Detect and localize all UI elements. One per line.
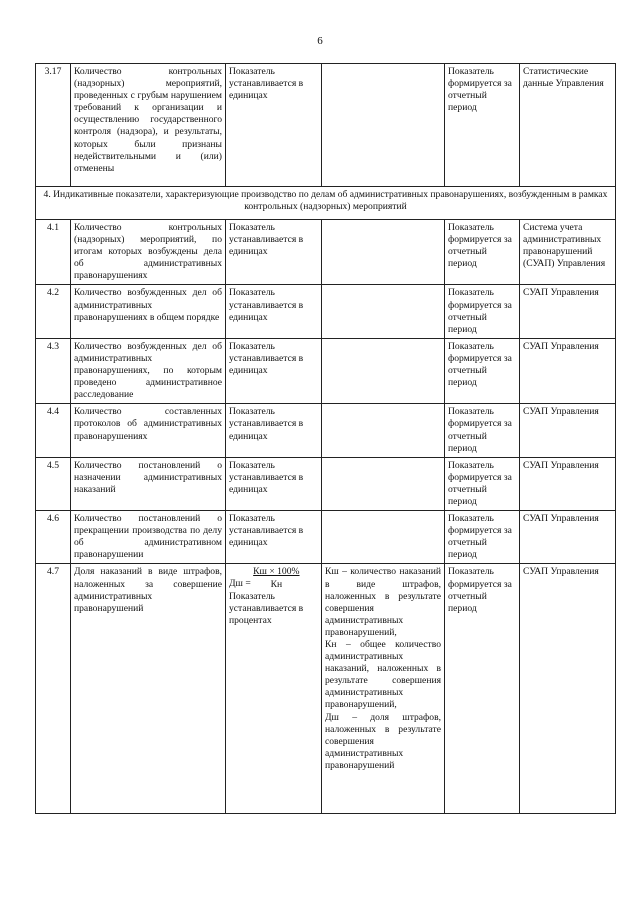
indicator-comment	[322, 338, 445, 403]
indicator-period: Показатель формируется за отчетный период	[445, 511, 520, 564]
indicator-formula: Показатель устанавливается в единицах	[226, 457, 322, 510]
table-row	[36, 404, 616, 457]
table-row	[36, 285, 616, 338]
row-number: 4.3	[36, 338, 71, 403]
comment-line: Кш – количество наказаний в виде штрафов, наложенных в результате совершения административных правонарушений,	[325, 566, 441, 638]
indicator-formula: Показатель устанавливается в единицах	[226, 404, 322, 457]
indicator-name: Количество контрольных (надзорных) мероприятий, по итогам которых возбуждены дела об административных правонарушениях	[71, 220, 226, 285]
indicator-period: Показатель формируется за отчетный период	[445, 220, 520, 285]
indicator-name: Количество постановлений о прекращении производства по делу об административном правонарушении	[71, 511, 226, 564]
table-row	[36, 511, 616, 564]
indicator-formula: Показатель устанавливается в единицах	[226, 511, 322, 564]
indicator-comment	[322, 404, 445, 457]
row-number: 4.1	[36, 220, 71, 285]
indicator-name: Количество контрольных (надзорных) мероприятий, проведенных с грубым нарушением требований к организации и осуществлению государственного контроля (надзора), и результаты, которых были признаны недействительными и (или) отменены	[71, 64, 226, 187]
table-row	[36, 220, 616, 285]
indicator-formula	[226, 564, 322, 814]
formula-fraction	[253, 566, 299, 590]
page-number: 6	[317, 35, 323, 47]
formula-note: Показатель устанавливается в процентах	[229, 590, 304, 626]
indicator-period: Показатель формируется за отчетный период	[445, 285, 520, 338]
indicator-period: Показатель формируется за отчетный период	[445, 564, 520, 814]
comment-line: Кн – общее количество административных наказаний, наложенных в результате совершения административных правонарушений,	[325, 639, 441, 711]
indicator-formula: Показатель устанавливается в единицах	[226, 64, 322, 187]
indicator-period: Показатель формируется за отчетный период	[445, 64, 520, 187]
indicator-name: Количество возбужденных дел об административных правонарушениях в общем порядке	[71, 285, 226, 338]
table-row	[36, 564, 616, 814]
comment-line: Дш – доля штрафов, наложенных в результате совершения административных правонарушений	[325, 711, 441, 771]
indicator-comment	[322, 564, 445, 814]
indicator-source: СУАП Управления	[520, 404, 616, 457]
row-number: 4.5	[36, 457, 71, 510]
formula-numerator: Кш × 100%	[253, 566, 300, 578]
row-number: 4.7	[36, 564, 71, 814]
formula-denominator: Кн	[270, 578, 283, 590]
section-heading-row	[36, 187, 616, 220]
indicator-name: Доля наказаний в виде штрафов, наложенных за совершение административных правонарушений	[71, 564, 226, 814]
row-number: 4.2	[36, 285, 71, 338]
indicator-source: Статистические данные Управления	[520, 64, 616, 187]
indicator-comment	[322, 511, 445, 564]
indicator-formula: Показатель устанавливается в единицах	[226, 285, 322, 338]
indicator-name: Количество составленных протоколов об административных правонарушениях	[71, 404, 226, 457]
table-row	[36, 457, 616, 510]
indicator-period: Показатель формируется за отчетный период	[445, 404, 520, 457]
indicators-table	[35, 63, 616, 814]
indicator-period: Показатель формируется за отчетный период	[445, 457, 520, 510]
indicator-source: Система учета административных правонарушений (СУАП) Управления	[520, 220, 616, 285]
indicator-source: СУАП Управления	[520, 511, 616, 564]
indicator-comment	[322, 220, 445, 285]
table-row	[36, 64, 616, 187]
section-heading: 4. Индикативные показатели, характеризующие производство по делам об административных правонарушениях, возбужденным в рамках контрольных (надзорных) мероприятий	[36, 187, 616, 220]
row-number: 4.6	[36, 511, 71, 564]
formula	[229, 566, 318, 590]
row-number: 4.4	[36, 404, 71, 457]
indicator-name: Количество постановлений о назначении административных наказаний	[71, 457, 226, 510]
indicator-comment	[322, 457, 445, 510]
indicator-source: СУАП Управления	[520, 338, 616, 403]
indicator-source: СУАП Управления	[520, 285, 616, 338]
indicator-name: Количество возбужденных дел об административных правонарушениях, по которым проведено административное расследование	[71, 338, 226, 403]
indicator-comment	[322, 285, 445, 338]
indicator-comment	[322, 64, 445, 187]
indicator-formula: Показатель устанавливается в единицах	[226, 338, 322, 403]
indicator-source: СУАП Управления	[520, 457, 616, 510]
row-number: 3.17	[36, 64, 71, 187]
indicator-period: Показатель формируется за отчетный период	[445, 338, 520, 403]
indicator-source: СУАП Управления	[520, 564, 616, 814]
table-row	[36, 338, 616, 403]
indicator-formula: Показатель устанавливается в единицах	[226, 220, 322, 285]
formula-lhs: Дш =	[229, 578, 254, 590]
